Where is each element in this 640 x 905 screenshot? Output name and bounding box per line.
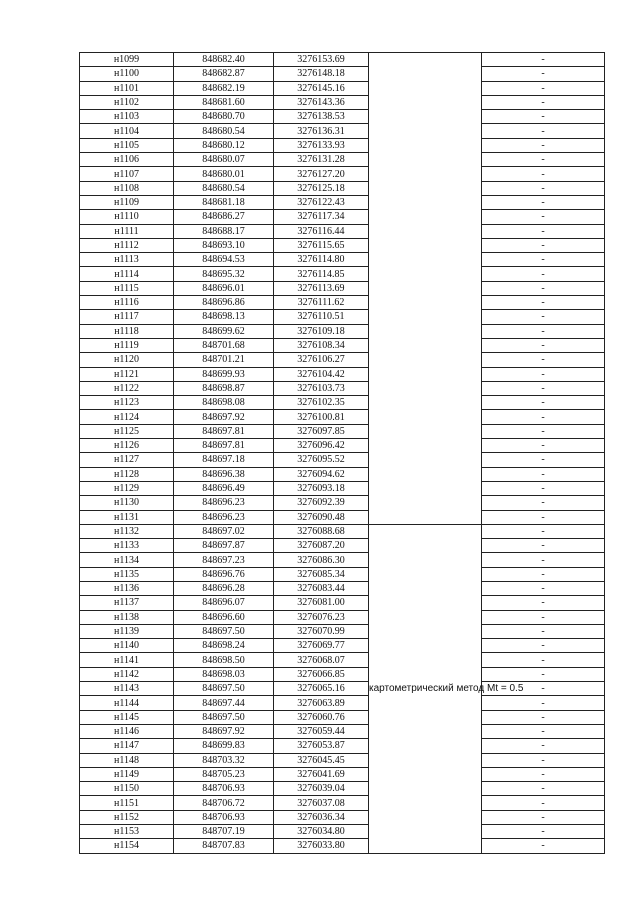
table-row — [80, 467, 605, 481]
note-cell: - — [482, 596, 605, 610]
x-coordinate-cell: 848680.12 — [174, 138, 274, 152]
x-coordinate-cell: 848698.24 — [174, 639, 274, 653]
y-coordinate-cell: 3276116.44 — [274, 224, 369, 238]
point-name-cell: н1101 — [80, 81, 174, 95]
note-cell: - — [482, 481, 605, 495]
y-coordinate-cell: 3276153.69 — [274, 53, 369, 67]
point-name-cell: н1109 — [80, 195, 174, 209]
x-coordinate-cell: 848694.53 — [174, 253, 274, 267]
x-coordinate-cell: 848696.60 — [174, 610, 274, 624]
point-name-cell: н1120 — [80, 353, 174, 367]
x-coordinate-cell: 848696.23 — [174, 510, 274, 524]
method-cell-upper — [369, 53, 482, 525]
y-coordinate-cell: 3276125.18 — [274, 181, 369, 195]
x-coordinate-cell: 848680.07 — [174, 153, 274, 167]
point-name-cell: н1123 — [80, 396, 174, 410]
point-name-cell: н1136 — [80, 581, 174, 595]
table-row — [80, 653, 605, 667]
x-coordinate-cell: 848697.87 — [174, 539, 274, 553]
note-cell: - — [482, 110, 605, 124]
point-name-cell: н1150 — [80, 782, 174, 796]
y-coordinate-cell: 3276086.30 — [274, 553, 369, 567]
note-cell: - — [482, 195, 605, 209]
note-cell: - — [482, 810, 605, 824]
point-name-cell: н1103 — [80, 110, 174, 124]
point-name-cell: н1122 — [80, 381, 174, 395]
x-coordinate-cell: 848697.92 — [174, 724, 274, 738]
table-row — [80, 353, 605, 367]
table-row — [80, 796, 605, 810]
note-cell: - — [482, 324, 605, 338]
note-cell: - — [482, 138, 605, 152]
x-coordinate-cell: 848699.83 — [174, 739, 274, 753]
point-name-cell: н1137 — [80, 596, 174, 610]
y-coordinate-cell: 3276033.80 — [274, 839, 369, 853]
point-name-cell: н1140 — [80, 639, 174, 653]
table-row — [80, 639, 605, 653]
table-row — [80, 253, 605, 267]
point-name-cell: н1125 — [80, 424, 174, 438]
x-coordinate-cell: 848699.93 — [174, 367, 274, 381]
x-coordinate-cell: 848680.70 — [174, 110, 274, 124]
table-row — [80, 210, 605, 224]
x-coordinate-cell: 848706.72 — [174, 796, 274, 810]
y-coordinate-cell: 3276097.85 — [274, 424, 369, 438]
table-row — [80, 238, 605, 252]
table-row — [80, 753, 605, 767]
y-coordinate-cell: 3276114.85 — [274, 267, 369, 281]
x-coordinate-cell: 848696.49 — [174, 481, 274, 495]
note-cell: - — [482, 439, 605, 453]
y-coordinate-cell: 3276045.45 — [274, 753, 369, 767]
note-cell: - — [482, 581, 605, 595]
y-coordinate-cell: 3276087.20 — [274, 539, 369, 553]
y-coordinate-cell: 3276065.16 — [274, 682, 369, 696]
x-coordinate-cell: 848701.21 — [174, 353, 274, 367]
y-coordinate-cell: 3276081.00 — [274, 596, 369, 610]
x-coordinate-cell: 848680.54 — [174, 181, 274, 195]
x-coordinate-cell: 848681.60 — [174, 95, 274, 109]
point-name-cell: н1113 — [80, 253, 174, 267]
table-row — [80, 181, 605, 195]
table-row — [80, 167, 605, 181]
note-cell: - — [482, 496, 605, 510]
note-cell: - — [482, 553, 605, 567]
x-coordinate-cell: 848697.50 — [174, 710, 274, 724]
y-coordinate-cell: 3276102.35 — [274, 396, 369, 410]
y-coordinate-cell: 3276039.04 — [274, 782, 369, 796]
note-cell: - — [482, 667, 605, 681]
x-coordinate-cell: 848698.50 — [174, 653, 274, 667]
x-coordinate-cell: 848707.19 — [174, 825, 274, 839]
table-row — [80, 153, 605, 167]
point-name-cell: н1102 — [80, 95, 174, 109]
table-row — [80, 95, 605, 109]
point-name-cell: н1128 — [80, 467, 174, 481]
point-name-cell: н1105 — [80, 138, 174, 152]
table-row — [80, 338, 605, 352]
y-coordinate-cell: 3276108.34 — [274, 338, 369, 352]
point-name-cell: н1138 — [80, 610, 174, 624]
y-coordinate-cell: 3276069.77 — [274, 639, 369, 653]
table-row — [80, 124, 605, 138]
y-coordinate-cell: 3276088.68 — [274, 524, 369, 538]
y-coordinate-cell: 3276109.18 — [274, 324, 369, 338]
note-cell: - — [482, 753, 605, 767]
table-row — [80, 310, 605, 324]
y-coordinate-cell: 3276063.89 — [274, 696, 369, 710]
y-coordinate-cell: 3276127.20 — [274, 167, 369, 181]
note-cell: - — [482, 53, 605, 67]
y-coordinate-cell: 3276060.76 — [274, 710, 369, 724]
note-cell: - — [482, 210, 605, 224]
y-coordinate-cell: 3276096.42 — [274, 439, 369, 453]
point-name-cell: н1148 — [80, 753, 174, 767]
note-cell: - — [482, 767, 605, 781]
table-row — [80, 539, 605, 553]
note-cell: - — [482, 396, 605, 410]
table-row — [80, 710, 605, 724]
point-name-cell: н1114 — [80, 267, 174, 281]
point-name-cell: н1146 — [80, 724, 174, 738]
point-name-cell: н1141 — [80, 653, 174, 667]
y-coordinate-cell: 3276133.93 — [274, 138, 369, 152]
x-coordinate-cell: 848696.01 — [174, 281, 274, 295]
note-cell: - — [482, 424, 605, 438]
x-coordinate-cell: 848698.87 — [174, 381, 274, 395]
note-cell: - — [482, 67, 605, 81]
x-coordinate-cell: 848697.81 — [174, 424, 274, 438]
y-coordinate-cell: 3276090.48 — [274, 510, 369, 524]
table-row — [80, 81, 605, 95]
note-cell: - — [482, 524, 605, 538]
point-name-cell: н1149 — [80, 767, 174, 781]
note-cell: - — [482, 639, 605, 653]
point-name-cell: н1124 — [80, 410, 174, 424]
x-coordinate-cell: 848697.50 — [174, 682, 274, 696]
coordinates-table-body — [80, 53, 605, 854]
note-cell: - — [482, 710, 605, 724]
y-coordinate-cell: 3276068.07 — [274, 653, 369, 667]
y-coordinate-cell: 3276034.80 — [274, 825, 369, 839]
y-coordinate-cell: 3276092.39 — [274, 496, 369, 510]
table-row — [80, 224, 605, 238]
y-coordinate-cell: 3276106.27 — [274, 353, 369, 367]
note-cell: - — [482, 153, 605, 167]
point-name-cell: н1112 — [80, 238, 174, 252]
x-coordinate-cell: 848697.92 — [174, 410, 274, 424]
point-name-cell: н1152 — [80, 810, 174, 824]
point-name-cell: н1142 — [80, 667, 174, 681]
table-row — [80, 381, 605, 395]
table-row — [80, 396, 605, 410]
table-row — [80, 410, 605, 424]
point-name-cell: н1127 — [80, 453, 174, 467]
note-cell: - — [482, 839, 605, 853]
table-row — [80, 767, 605, 781]
coordinates-table — [79, 52, 605, 854]
table-row — [80, 453, 605, 467]
point-name-cell: н1147 — [80, 739, 174, 753]
y-coordinate-cell: 3276066.85 — [274, 667, 369, 681]
note-cell: - — [482, 181, 605, 195]
point-name-cell: н1132 — [80, 524, 174, 538]
table-row — [80, 439, 605, 453]
y-coordinate-cell: 3276076.23 — [274, 610, 369, 624]
x-coordinate-cell: 848697.50 — [174, 624, 274, 638]
x-coordinate-cell: 848697.81 — [174, 439, 274, 453]
point-name-cell: н1133 — [80, 539, 174, 553]
note-cell: - — [482, 796, 605, 810]
y-coordinate-cell: 3276136.31 — [274, 124, 369, 138]
note-cell: - — [482, 653, 605, 667]
y-coordinate-cell: 3276041.69 — [274, 767, 369, 781]
note-cell: - — [482, 724, 605, 738]
point-name-cell: н1144 — [80, 696, 174, 710]
y-coordinate-cell: 3276103.73 — [274, 381, 369, 395]
table-row — [80, 324, 605, 338]
point-name-cell: н1119 — [80, 338, 174, 352]
x-coordinate-cell: 848680.54 — [174, 124, 274, 138]
y-coordinate-cell: 3276143.36 — [274, 95, 369, 109]
table-row — [80, 267, 605, 281]
x-coordinate-cell: 848699.62 — [174, 324, 274, 338]
point-name-cell: н1134 — [80, 553, 174, 567]
table-row — [80, 524, 605, 538]
x-coordinate-cell: 848698.08 — [174, 396, 274, 410]
x-coordinate-cell: 848697.02 — [174, 524, 274, 538]
x-coordinate-cell: 848706.93 — [174, 782, 274, 796]
point-name-cell: н1110 — [80, 210, 174, 224]
x-coordinate-cell: 848696.76 — [174, 567, 274, 581]
table-row — [80, 367, 605, 381]
table-row — [80, 53, 605, 67]
note-cell: - — [482, 224, 605, 238]
y-coordinate-cell: 3276114.80 — [274, 253, 369, 267]
point-name-cell: н1106 — [80, 153, 174, 167]
x-coordinate-cell: 848681.18 — [174, 195, 274, 209]
table-row — [80, 624, 605, 638]
note-cell: - — [482, 95, 605, 109]
y-coordinate-cell: 3276122.43 — [274, 195, 369, 209]
point-name-cell: н1108 — [80, 181, 174, 195]
note-cell: - — [482, 124, 605, 138]
x-coordinate-cell: 848686.27 — [174, 210, 274, 224]
note-cell: - — [482, 353, 605, 367]
x-coordinate-cell: 848695.32 — [174, 267, 274, 281]
y-coordinate-cell: 3276131.28 — [274, 153, 369, 167]
y-coordinate-cell: 3276070.99 — [274, 624, 369, 638]
x-coordinate-cell: 848703.32 — [174, 753, 274, 767]
x-coordinate-cell: 848696.38 — [174, 467, 274, 481]
table-row — [80, 724, 605, 738]
note-cell: - — [482, 238, 605, 252]
x-coordinate-cell: 848698.03 — [174, 667, 274, 681]
x-coordinate-cell: 848697.44 — [174, 696, 274, 710]
x-coordinate-cell: 848680.01 — [174, 167, 274, 181]
x-coordinate-cell: 848696.23 — [174, 496, 274, 510]
note-cell: - — [482, 253, 605, 267]
x-coordinate-cell: 848688.17 — [174, 224, 274, 238]
table-row — [80, 110, 605, 124]
x-coordinate-cell: 848696.86 — [174, 296, 274, 310]
x-coordinate-cell: 848696.28 — [174, 581, 274, 595]
x-coordinate-cell: 848705.23 — [174, 767, 274, 781]
point-name-cell: н1099 — [80, 53, 174, 67]
point-name-cell: н1143 — [80, 682, 174, 696]
table-row — [80, 481, 605, 495]
point-name-cell: н1151 — [80, 796, 174, 810]
y-coordinate-cell: 3276148.18 — [274, 67, 369, 81]
note-cell: - — [482, 825, 605, 839]
x-coordinate-cell: 848693.10 — [174, 238, 274, 252]
point-name-cell: н1145 — [80, 710, 174, 724]
y-coordinate-cell: 3276111.62 — [274, 296, 369, 310]
x-coordinate-cell: 848696.07 — [174, 596, 274, 610]
y-coordinate-cell: 3276138.53 — [274, 110, 369, 124]
y-coordinate-cell: 3276083.44 — [274, 581, 369, 595]
point-name-cell: н1131 — [80, 510, 174, 524]
note-cell: - — [482, 739, 605, 753]
x-coordinate-cell: 848706.93 — [174, 810, 274, 824]
y-coordinate-cell: 3276110.51 — [274, 310, 369, 324]
table-row — [80, 782, 605, 796]
table-row — [80, 696, 605, 710]
table-row — [80, 424, 605, 438]
point-name-cell: н1107 — [80, 167, 174, 181]
x-coordinate-cell: 848698.13 — [174, 310, 274, 324]
note-cell: - — [482, 367, 605, 381]
table-row — [80, 610, 605, 624]
x-coordinate-cell: 848697.18 — [174, 453, 274, 467]
note-cell: - — [482, 624, 605, 638]
point-name-cell: н1111 — [80, 224, 174, 238]
y-coordinate-cell: 3276094.62 — [274, 467, 369, 481]
note-cell: - — [482, 567, 605, 581]
table-row — [80, 581, 605, 595]
point-name-cell: н1116 — [80, 296, 174, 310]
x-coordinate-cell: 848682.40 — [174, 53, 274, 67]
y-coordinate-cell: 3276113.69 — [274, 281, 369, 295]
note-cell: - — [482, 610, 605, 624]
y-coordinate-cell: 3276036.34 — [274, 810, 369, 824]
note-cell: - — [482, 682, 605, 696]
note-cell: - — [482, 338, 605, 352]
table-row — [80, 810, 605, 824]
note-cell: - — [482, 510, 605, 524]
point-name-cell: н1117 — [80, 310, 174, 324]
table-row — [80, 682, 605, 696]
y-coordinate-cell: 3276085.34 — [274, 567, 369, 581]
y-coordinate-cell: 3276104.42 — [274, 367, 369, 381]
point-name-cell: н1154 — [80, 839, 174, 853]
table-row — [80, 667, 605, 681]
y-coordinate-cell: 3276115.65 — [274, 238, 369, 252]
y-coordinate-cell: 3276093.18 — [274, 481, 369, 495]
point-name-cell: н1135 — [80, 567, 174, 581]
y-coordinate-cell: 3276059.44 — [274, 724, 369, 738]
table-row — [80, 825, 605, 839]
table-row — [80, 67, 605, 81]
table-row — [80, 296, 605, 310]
point-name-cell: н1121 — [80, 367, 174, 381]
y-coordinate-cell: 3276095.52 — [274, 453, 369, 467]
y-coordinate-cell: 3276117.34 — [274, 210, 369, 224]
table-row — [80, 839, 605, 853]
table-row — [80, 739, 605, 753]
point-name-cell: н1100 — [80, 67, 174, 81]
table-row — [80, 596, 605, 610]
x-coordinate-cell: 848701.68 — [174, 338, 274, 352]
note-cell: - — [482, 167, 605, 181]
table-row — [80, 281, 605, 295]
x-coordinate-cell: 848682.19 — [174, 81, 274, 95]
note-cell: - — [482, 782, 605, 796]
table-row — [80, 567, 605, 581]
note-cell: - — [482, 453, 605, 467]
method-cell-lower: картометрический метод Mt = 0.5 — [369, 524, 482, 853]
table-row — [80, 496, 605, 510]
note-cell: - — [482, 310, 605, 324]
note-cell: - — [482, 267, 605, 281]
x-coordinate-cell: 848682.87 — [174, 67, 274, 81]
point-name-cell: н1115 — [80, 281, 174, 295]
point-name-cell: н1118 — [80, 324, 174, 338]
y-coordinate-cell: 3276145.16 — [274, 81, 369, 95]
note-cell: - — [482, 281, 605, 295]
x-coordinate-cell: 848697.23 — [174, 553, 274, 567]
point-name-cell: н1153 — [80, 825, 174, 839]
note-cell: - — [482, 410, 605, 424]
point-name-cell: н1139 — [80, 624, 174, 638]
point-name-cell: н1104 — [80, 124, 174, 138]
note-cell: - — [482, 467, 605, 481]
note-cell: - — [482, 296, 605, 310]
note-cell: - — [482, 81, 605, 95]
table-row — [80, 553, 605, 567]
y-coordinate-cell: 3276037.08 — [274, 796, 369, 810]
y-coordinate-cell: 3276053.87 — [274, 739, 369, 753]
table-row — [80, 510, 605, 524]
point-name-cell: н1130 — [80, 496, 174, 510]
table-row — [80, 138, 605, 152]
y-coordinate-cell: 3276100.81 — [274, 410, 369, 424]
note-cell: - — [482, 539, 605, 553]
point-name-cell: н1126 — [80, 439, 174, 453]
note-cell: - — [482, 696, 605, 710]
table-row — [80, 195, 605, 209]
note-cell: - — [482, 381, 605, 395]
point-name-cell: н1129 — [80, 481, 174, 495]
x-coordinate-cell: 848707.83 — [174, 839, 274, 853]
